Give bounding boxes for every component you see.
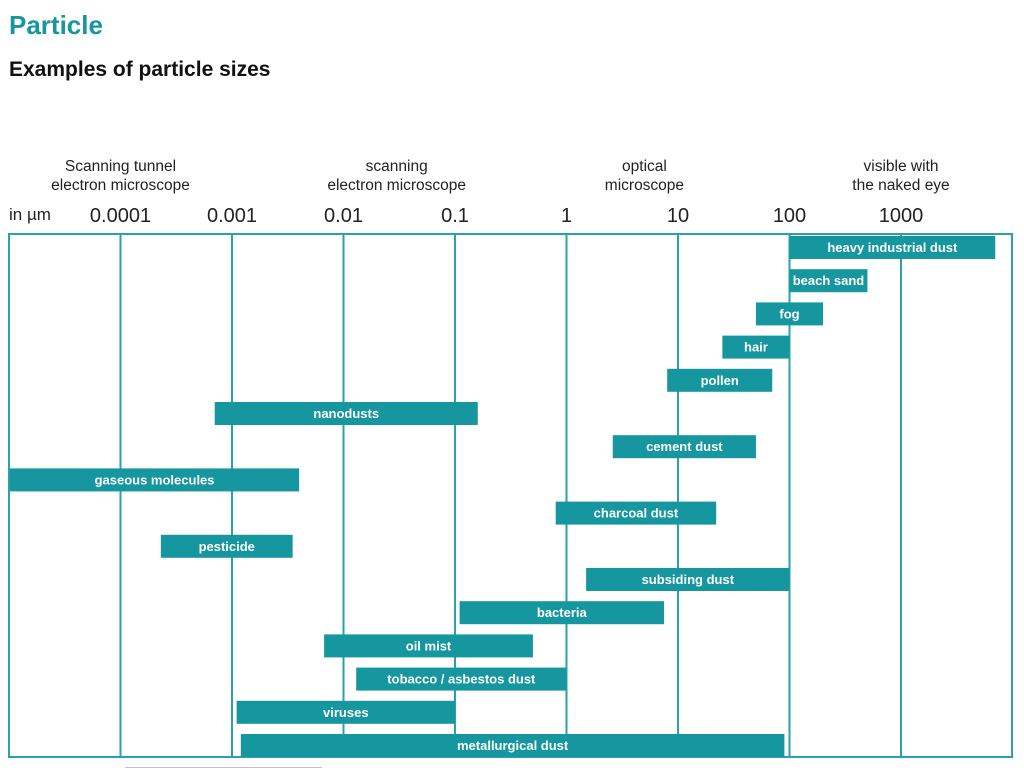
bar-label: heavy industrial dust bbox=[827, 240, 958, 255]
tick-label: 1000 bbox=[878, 205, 924, 227]
instrument-label: microscope bbox=[604, 177, 685, 194]
bar-label: beach sand bbox=[792, 273, 865, 289]
instrument-label: scanning bbox=[365, 158, 428, 175]
instrument-label: Scanning tunnel bbox=[64, 158, 177, 175]
bar-label: pollen bbox=[700, 372, 739, 388]
tick-label: 0.01 bbox=[324, 205, 363, 227]
instrument-label: the naked eye bbox=[852, 177, 950, 194]
tick-label: 0.1 bbox=[441, 205, 469, 227]
range-bars bbox=[10, 236, 995, 768]
bar-label: fog bbox=[779, 306, 800, 322]
page-title: Particle bbox=[9, 10, 103, 40]
tick-label: 1 bbox=[560, 205, 573, 227]
instrument-label: electron microscope bbox=[327, 177, 467, 194]
tick-label: 100 bbox=[772, 205, 807, 227]
page-subtitle: Examples of particle sizes bbox=[9, 58, 271, 81]
unit-label: in µm bbox=[9, 205, 51, 224]
bar-label: bacteria bbox=[536, 605, 587, 621]
bar-label: subsiding dust bbox=[641, 572, 735, 587]
tick-label: 0.001 bbox=[206, 205, 258, 227]
instrument-label: visible with bbox=[863, 158, 939, 175]
bar-label: nanodusts bbox=[313, 406, 380, 421]
bar-label: cement dust bbox=[646, 439, 723, 455]
bar-label: gaseous molecules bbox=[94, 472, 215, 488]
bar-label: charcoal dust bbox=[593, 505, 679, 521]
bar-label: tobacco / asbestos dust bbox=[387, 671, 536, 687]
tick-label: 10 bbox=[666, 205, 690, 227]
instrument-label: optical bbox=[622, 158, 667, 175]
bar-label: oil mist bbox=[405, 638, 452, 654]
tick-labels bbox=[90, 205, 923, 227]
bar-label: viruses bbox=[323, 704, 369, 720]
bar-label: hair bbox=[744, 339, 768, 355]
instrument-labels bbox=[51, 158, 950, 194]
bar-label: metallurgical dust bbox=[456, 738, 569, 753]
instrument-label: electron microscope bbox=[51, 177, 190, 194]
tick-label: 0.0001 bbox=[89, 205, 152, 227]
bar-label: pesticide bbox=[198, 538, 255, 554]
